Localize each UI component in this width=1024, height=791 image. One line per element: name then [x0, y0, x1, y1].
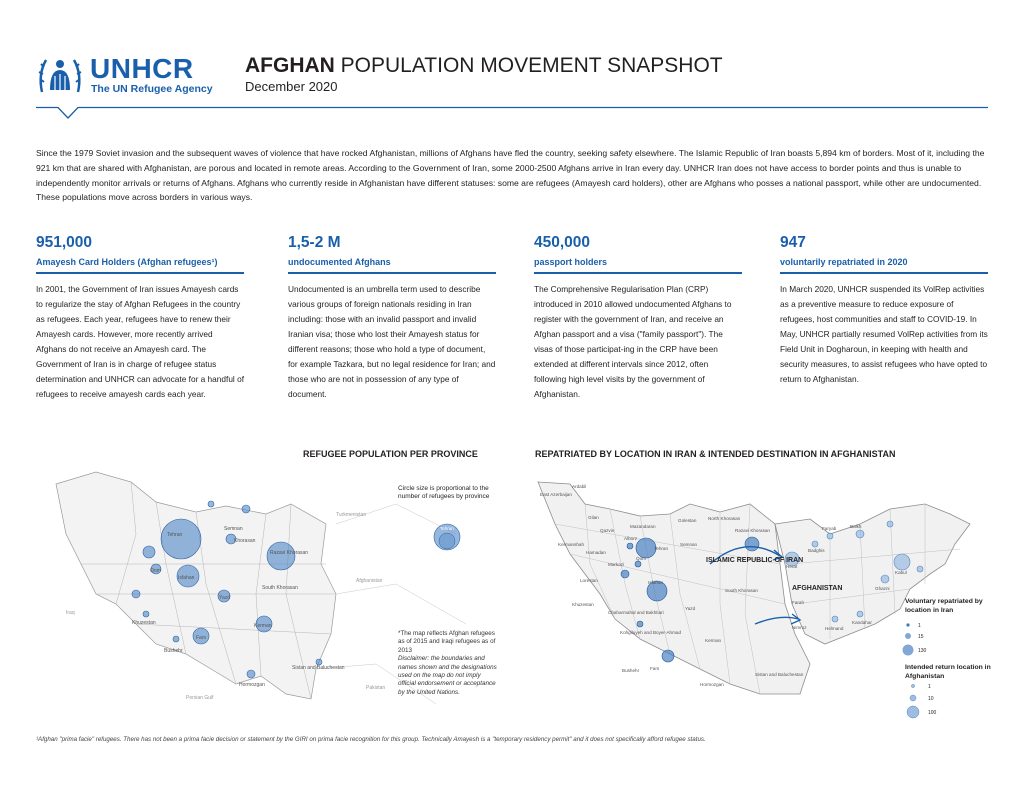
- footnote: ¹Afghan "prima facie" refugees. There has not been a prima facie decision or statement by the GIRI on prima facie recognition for this group. Technically Amayesh is a "temporary residency permit" and it does not specifically afford refugee status.: [36, 736, 706, 743]
- circle-razavi-khorasan: [267, 542, 295, 570]
- afg-circle-badghis: [812, 541, 818, 547]
- afg-circle-balkh: [856, 530, 864, 538]
- map2-label: Helmand: [825, 626, 844, 631]
- stat-description: The Comprehensive Regularisation Plan (CRP) introduced in 2010 allowed undocumented Afghans to register with the government of Iran, and receive an Afghan passport and a visa ("family passport"). The visas of those participat-ing in the CRP have been extended at different intervals since 2012, often following high level visits by the government of Afghanistan.: [534, 284, 732, 399]
- map2-label: Isfahan: [648, 580, 664, 585]
- map2-label: Alborz: [624, 536, 638, 541]
- map2-label: Faryab: [822, 526, 837, 531]
- stat-divider: [534, 272, 742, 274]
- map1-label: Hormozgan: [239, 682, 265, 688]
- afghanistan-shape: [775, 504, 970, 644]
- map1-label: Razavi Khorasan: [270, 550, 309, 556]
- map2-legend1-circles: [903, 623, 914, 655]
- map1-label: Kerman: [254, 623, 272, 629]
- map2-label: Kandahar: [852, 620, 872, 625]
- iran-circle-alborz: [627, 543, 633, 549]
- map2-label: Nimroz: [792, 625, 807, 630]
- map1-label: Sistan and Baluchestan: [292, 665, 345, 671]
- iran-label: ISLAMIC REPUBLIC OF IRAN: [706, 557, 804, 564]
- map2-label: Golestan: [678, 518, 697, 523]
- map1-label: Bushehr: [164, 648, 183, 654]
- stat-label: Amayesh Card Holders (Afghan refugees¹): [36, 257, 218, 267]
- map2-legend2-title: Intended return location in Afghanistan: [905, 664, 991, 680]
- map1-label: Khorasan: [234, 538, 256, 544]
- legend2-value: 100: [928, 710, 937, 716]
- legend1-value: 130: [918, 648, 927, 654]
- map1-label: Tehran: [167, 532, 183, 538]
- afg-circle-helmand: [832, 616, 838, 622]
- map2-label: Mazandaran: [630, 524, 656, 529]
- stat-divider: [36, 272, 244, 274]
- map2-label: Herat: [786, 564, 798, 569]
- circle-khorasan-north: [242, 505, 250, 513]
- header-divider: [36, 106, 988, 126]
- map2-country-afghanistan: AFGHANISTAN: [792, 585, 843, 592]
- iran-circle-kerman: [662, 650, 674, 662]
- intro-paragraph: Since the 1979 Soviet invasion and the subsequent waves of violence that have rocked Afghanistan, millions of Afghans have fled the country, seeking safety elsewhere. The Islamic Republic of Iran boasts 5,894 km of borders. Most of it, including the 921 km that are shared with Afghanistan, are porous and located in remote areas. According to the Government of Iran, some 2000-2500 Afghans arrive in Iran every day. UNHCR Iran does not have access to border points and thus is unable to independently monitor arrivals or returns of Afghans. Afghans who currently reside in Afghanistan have different statuses: some are refugees (Amayesh card holders), other are Afghans who posses a national passport, while other are undocumented. These populations move across borders in various ways.: [36, 148, 985, 203]
- map2-label: Lorestan: [580, 578, 598, 583]
- legend1-value: 1: [918, 623, 921, 629]
- map2-label: Kerman: [705, 638, 722, 643]
- map2-label: Khuzestan: [572, 602, 594, 607]
- map2-label: Sistan and Baluchestan: [755, 672, 804, 677]
- map2-legend2-circles: [907, 684, 919, 718]
- afg-circle-faryab: [827, 533, 833, 539]
- map1-label: Turkmenistan: [336, 512, 367, 518]
- map2-label: Tehran: [654, 546, 669, 551]
- map1-label: Khuzestan: [132, 620, 156, 626]
- stat-divider: [780, 272, 988, 274]
- map1-note-text: *The map reflects Afghan refugees as of 2015 and Iraqi refugees as of 2013: [398, 630, 496, 654]
- stat-label: passport holders: [534, 257, 608, 267]
- map1-size-legend: [434, 524, 460, 550]
- iran-circle-tehran: [636, 538, 656, 558]
- map1-label: Pakistan: [366, 685, 386, 691]
- page-title: [245, 54, 723, 78]
- stat-label: undocumented Afghans: [288, 257, 391, 267]
- unhcr-emblem-icon: [36, 52, 84, 96]
- map2-legend1-title: Voluntary repatriated by location in Iran: [905, 598, 983, 614]
- iran-circle-fars: [637, 621, 643, 627]
- map2-label: Badghis: [808, 548, 825, 553]
- stat-description: Undocumented is an umbrella term used to describe various groups of foreign nationals residing in Iran including: those with an invalid passport and invalid Iranian visa; those who lost their Amayesh status for different reasons; those who hold a type of document, for example Tazkara, but no legal residence for Iran; and those who are not in possession of any type of document.: [288, 284, 496, 399]
- stat-card-undocumented: [288, 234, 496, 402]
- stat-number: 947: [780, 234, 806, 251]
- map2-label: Bushehr: [622, 668, 640, 673]
- stat-number: 1,5-2 M: [288, 234, 341, 251]
- map1-label: Iraq: [66, 610, 75, 616]
- iran-circle-qom: [635, 561, 641, 567]
- map1-label: Fars: [196, 635, 206, 641]
- map2-label: Ghazni: [875, 586, 890, 591]
- map2-label: Yazd: [685, 606, 696, 611]
- map1-label: Qom: [150, 568, 161, 574]
- map1-label: Semnan: [224, 526, 243, 532]
- stat-divider: [288, 272, 496, 274]
- afg-circle-kunduz: [887, 521, 893, 527]
- map2-label: East Azerbaijan: [540, 492, 572, 497]
- title-rest: POPULATION MOVEMENT SNAPSHOT: [334, 54, 723, 77]
- stat-description: In March 2020, UNHCR suspended its VolRep activities as a preventive measure to reduce exposure of refugees, host communities and staff to COVID-19. In May, UNHCR partially resumed VolRep activities from its Field Unit in Dogharoun, in keeping with health and security measures, to assist refugees who have opted to return to Afghanistan.: [780, 284, 988, 384]
- map1-label: Persian Gulf: [186, 695, 214, 701]
- circle-bushehr: [173, 636, 179, 642]
- map2-label: Hamadan: [586, 550, 606, 555]
- map2-label: Razavi Khorasan: [735, 528, 770, 533]
- map2-label: Balkh: [850, 524, 862, 529]
- map1-disclaimer: Disclaimer: the boundaries and names shown and the designations used on the map do not imply official endorsement or acceptance by the United Nations.: [398, 655, 497, 696]
- stat-label: voluntarily repatriated in 2020: [780, 257, 908, 267]
- map2-label: Kabul: [895, 570, 907, 575]
- iran-circle-razavi: [745, 537, 759, 551]
- circle-alborz: [143, 546, 155, 558]
- stat-card-amayesh: [36, 234, 244, 402]
- legend1-value: 15: [918, 634, 924, 640]
- afg-circle-ghazni: [881, 575, 889, 583]
- map2-label: South Khorasan: [725, 588, 758, 593]
- map1-label: Afghanistan: [356, 578, 383, 584]
- map2-label: Kohgiluyeh and Boyer-Ahmad: [620, 630, 682, 635]
- page-subtitle: December 2020: [245, 79, 338, 94]
- map2-label: Fars: [650, 666, 660, 671]
- map1-label: South Khorasan: [262, 585, 298, 591]
- map2-label: North Khorasan: [708, 516, 741, 521]
- afg-circle-nangarhar: [917, 566, 923, 572]
- unhcr-logo: [36, 52, 226, 96]
- logo-wordmark: UNHCR: [90, 53, 194, 84]
- circle-khuzestan: [143, 611, 149, 617]
- circle-hormozgan: [247, 670, 255, 678]
- map2-label: Kermanshah: [558, 542, 585, 547]
- map2-label: Markazi: [608, 562, 625, 567]
- map1-title: REFUGEE POPULATION PER PROVINCE: [303, 449, 478, 459]
- stat-description: In 2001, the Government of Iran issues Amayesh cards to regularize the stay of Afghan Refugees in the country as refugees. Each year, refugees have to renew their Amayesh cards. However, more recently arrived Afghans do not receive an Amayesh card. The Government of Iran is in charge of refugee status determination and UNHCR can advocate for a handful of refugees to receive amayesh cards each year.: [36, 284, 245, 399]
- title-bold: AFGHAN: [245, 54, 335, 77]
- map2-label: Qom: [636, 556, 646, 561]
- logo-tagline: The UN Refugee Agency: [91, 83, 213, 95]
- circle-markazi: [132, 590, 140, 598]
- stat-card-passport: [534, 234, 742, 402]
- iran-circle-markazi: [621, 570, 629, 578]
- map1-note: [398, 630, 498, 697]
- legend2-value: 10: [928, 696, 934, 702]
- circle-tehran: [161, 519, 201, 559]
- legend-circle-label: Tehran: [440, 526, 454, 531]
- afg-circle-kabul: [894, 554, 910, 570]
- map2-label: Semnan: [680, 542, 698, 547]
- map2-label: Chaharmahal and Bakhtiari: [608, 610, 664, 615]
- map2-label: Qazvin: [600, 528, 615, 533]
- map2-label: Gilan: [588, 515, 599, 520]
- legend2-value: 1: [928, 684, 931, 690]
- map2-label: Ardabil: [572, 484, 587, 489]
- map2-country-iran: [706, 557, 803, 564]
- afg-circle-kandahar: [857, 611, 863, 617]
- iran-shape: [538, 482, 810, 694]
- circle-golestan: [208, 501, 214, 507]
- map1-legend-text: Circle size is proportional to the number of refugees by province: [398, 485, 490, 500]
- map1-label: Yazd: [219, 595, 231, 601]
- map2-label: Hormozgan: [700, 682, 724, 687]
- map2-label: Farah: [792, 600, 805, 605]
- stat-number: 450,000: [534, 234, 591, 251]
- stat-card-repatriated: [780, 234, 988, 387]
- map2-title: REPATRIATED BY LOCATION IN IRAN & INTENDED DESTINATION IN AFGHANISTAN: [535, 449, 896, 459]
- stat-number: 951,000: [36, 234, 93, 251]
- map1-label: Isfahan: [178, 575, 195, 581]
